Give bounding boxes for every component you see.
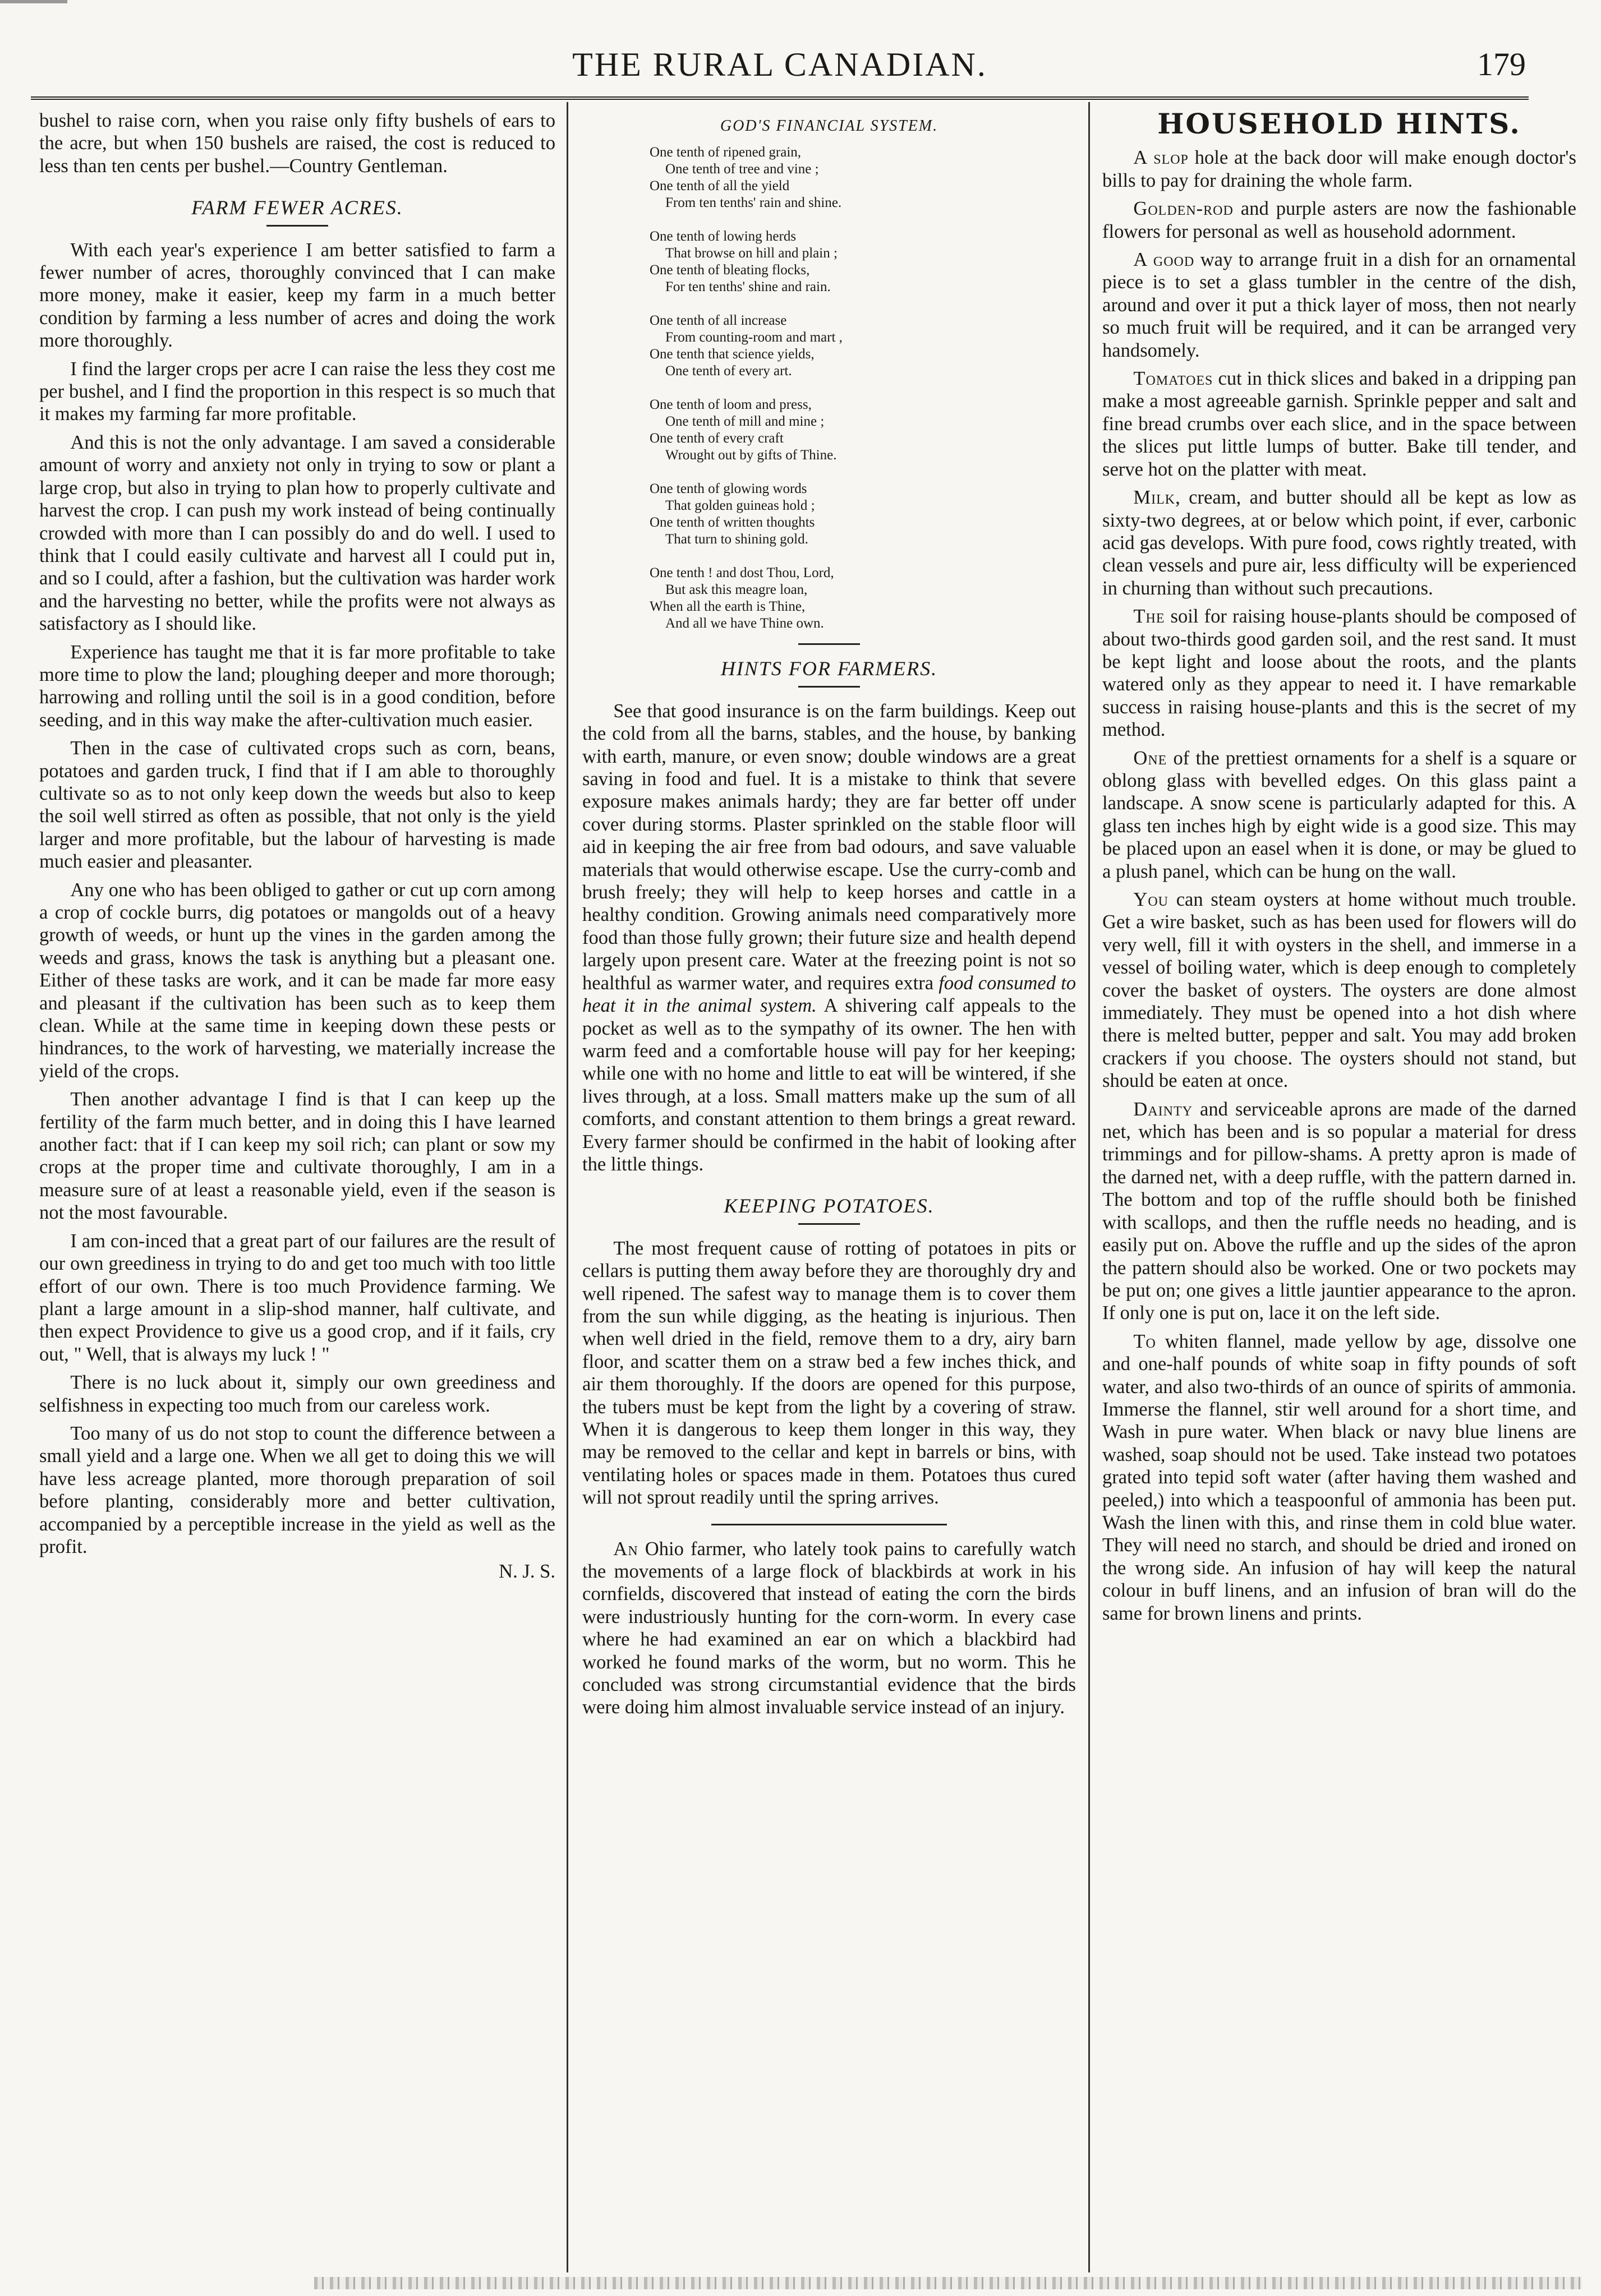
household-hint xyxy=(1102,146,1576,192)
household-hint xyxy=(1102,197,1576,243)
hint-lead: A slop xyxy=(1133,147,1189,169)
hint-lead: Golden-rod xyxy=(1133,198,1234,220)
page-number: 179 xyxy=(1477,46,1526,82)
household-hints-title: HOUSEHOLD HINTS. xyxy=(1157,107,1521,140)
poem-line: One tenth of all the yield xyxy=(650,178,790,194)
poem-stanza xyxy=(650,565,1076,632)
hint-text: and serviceable aprons are made of the darned net, which has been and is so popular a material for dress trimmings and for pillow-shams. A pretty apron is made of the darned net, with a deep ruffle, with the pattern darned in. The bottom and top of the ruffle should both be finished with scallops, and then the ruffle needs no heading, and is easily put on. Above the ruffle and up the sides of the apron the pattern should also be worked. One or two pockets may be put on; one gives a little jauntier appearance to the apron. If only one is put on, lace it on the left side. xyxy=(1102,1098,1576,1324)
article-paragraph: Too many of us do not stop to count the difference between a small yield and a large one. When we all get to doing this we will have less acreage planted, more thorough preparation of soil before planting, considerably more and better cultivation, accompanied by a perceptible increase in the yield as well as the profit. xyxy=(39,1422,555,1557)
scan-noise-band xyxy=(314,2277,1582,2289)
poem-stanza xyxy=(650,228,1076,296)
article-paragraph: With each year's experience I am better satisfied to farm a fewer number of acres, thoroughly convinced that I can make more money, make it easier, keep my farm in a much better condition by farming a less number of acres and doing the work more thoroughly. xyxy=(39,239,555,352)
poem-line: One tenth of glowing words xyxy=(650,481,807,497)
header-rule xyxy=(31,96,1529,100)
article-paragraph: I find the larger crops per acre I can raise the less they cost me per bushel, and I find the proportion in this respect is so much that it makes my farming far more profitable. xyxy=(39,358,555,425)
poem-stanza xyxy=(650,397,1076,464)
hint-text: can steam oysters at home without much trouble. Get a wire basket, such as has been used for flowers will do very well, fill it with oysters in the shell, and immerse in a vessel of boiling water, which is deep enough to completely cover the basket of oysters. The oysters are done almost immediately. They must be opened into a hot dish where there is melted butter, pepper and salt. You may add broken crackers if you choose. The oysters should not stand, but should be eaten at once. xyxy=(1102,889,1576,1092)
poem-line: One tenth of bleating flocks, xyxy=(650,262,810,278)
title-rule xyxy=(266,225,328,227)
household-hint xyxy=(1102,486,1576,600)
article-paragraph: And this is not the only advantage. I am saved a considerable amount of worry and anxiety not only in trying to sow or plant a large crop, but also in trying to plan how to properly cultivate and harvest the crop. I can push my work instead of being continually crowded with more than I can possibly do and do well. I used to think that I could easily cultivate and harvest all I could put in, and so I could, after a fashion, but the cultivation was harder work and the harvesting no better, while the profits were not always as satisfactory as I should like. xyxy=(39,431,555,635)
hint-lead: Tomatoes xyxy=(1133,368,1213,390)
poem-line: One tenth ! and dost Thou, Lord, xyxy=(650,565,834,581)
household-hints-list xyxy=(1102,146,1576,1625)
hint-lead: The xyxy=(1133,606,1165,628)
hint-lead: One xyxy=(1133,747,1167,769)
household-hint xyxy=(1102,367,1576,481)
poem-line: From ten tenths' rain and shine. xyxy=(665,195,842,211)
column-2 xyxy=(582,109,1076,1725)
poem-line: One tenth of loom and press, xyxy=(650,397,812,413)
hint-text: , cream, and butter should all be kept as low as sixty-two degrees, at or below which point, if ever, carbonic acid gas develops. With pure food, cows rightly treated, with clean vessels and pure air, less difficulty will be experienced in churning than without such precautions. xyxy=(1102,487,1576,599)
hint-text: of the prettiest ornaments for a shelf is a square or oblong glass with bevelled edges. On this glass paint a landscape. A snow scene is particularly adapted for this. A glass ten inches high by eight wide is a good size. This may be placed upon an easel when it is done, or may be glued to a plush panel, which can be hung on the wall. xyxy=(1102,747,1576,882)
household-hint xyxy=(1102,248,1576,362)
poem-line: When all the earth is Thine, xyxy=(650,599,806,615)
hint-text: way to arrange fruit in a dish for an ornamental piece is to set a glass tumbler in the centre of the dish, around and over it put a thick layer of moss, then not nearly so much fruit will be required, and it can be arranged very handsomely. xyxy=(1102,249,1576,361)
poem-line: That golden guineas hold ; xyxy=(665,498,815,514)
poem-line: One tenth of written thoughts xyxy=(650,515,815,531)
article-paragraph: Experience has taught me that it is far more profitable to take more time to plow the land; ploughing deeper and more thorough; harrowing and rolling until the soil is in a good condition, before seeding, and in this way make the after-cultivation much easier. xyxy=(39,641,555,731)
poem-line: That turn to shining gold. xyxy=(665,532,808,547)
title-rule xyxy=(798,1223,860,1225)
article-title-farm-fewer-acres: FARM FEWER ACRES. xyxy=(191,196,403,219)
article-paragraph: Then another advantage I find is that I can keep up the fertility of the farm much better, and in doing this I have learned another fact: that if I can keep my soil rich; can plant or sow my crops at the proper time and cultivate thoroughly, I am in a measure sure of at least a reasonable yield, even if the season is not the most favourable. xyxy=(39,1089,555,1224)
poem-line: From counting-room and mart , xyxy=(665,330,843,345)
hint-lead: Milk xyxy=(1133,487,1176,509)
poem-stanza xyxy=(650,312,1076,380)
poem-line: One tenth of ripened grain, xyxy=(650,145,802,160)
poem-rule xyxy=(798,643,860,645)
hint-lead: You xyxy=(1133,889,1168,910)
hints-paragraph: See that good insurance is on the farm buildings. Keep out the cold from all the barns, stables, and the house, by banking with earth, manure, or even snow; double windows are a great saving in food and fuel. It is a mistake to think that severe exposure makes animals hardy; they are far better off under cover during storms. Plaster sprinkled on the stable floor will aid in keeping the air free from bad odours, and save valuable materials that would otherwise escape. Use the curry-comb and brush freely; they will help to keep horses and cattle in a healthy condition. Growing animals need comparatively more food than those fully grown; their future size and health depend largely upon present care. Water at the freezing point is not so healthful as warmer water, and requires extra food consumed to heat it in the animal system. A shivering calf appeals to the pocket as well as to the sympathy of its owner. The hen with warm feed and a comfortable house will pay for her keeping; while one with no home and little to eat will be wintered, if she lives through, at a loss. Small matters make up the sum of all comforts, and constant attention to them brings a great reward. Every farmer should be confirmed in the habit of looking after the little things. xyxy=(582,700,1076,1175)
article-body xyxy=(39,239,555,1559)
article-paragraph: Then in the case of cultivated crops such as corn, beans, potatoes and garden truck, I find that if I am able to thoroughly cultivate so as to not only keep down the weeds but also to keep the soil well stirred as often as possible, that not only is the yield larger and more profitable, but the labour of harvesting is made much easier and pleasanter. xyxy=(39,737,555,873)
poem-line: And all we have Thine own. xyxy=(665,616,824,631)
article-title-keeping-potatoes: KEEPING POTATOES. xyxy=(724,1195,935,1218)
hint-lead: To xyxy=(1133,1330,1156,1352)
poem-stanza xyxy=(650,144,1076,211)
hint-text: cut in thick slices and baked in a dripping pan make a most agreeable garnish. Sprinkle pepper and salt and fine bread crumbs over each slice, and in the space between the slices put little lumps of butter. Bake till tender, and serve hot on the platter with meat. xyxy=(1102,368,1576,480)
poem-line: Wrought out by gifts of Thine. xyxy=(665,448,837,463)
household-hint xyxy=(1102,1330,1576,1625)
household-hint xyxy=(1102,747,1576,883)
poem-line: One tenth of lowing herds xyxy=(650,229,797,245)
hint-text: whiten flannel, made yellow by age, dissolve one and one-half pounds of white soap in fifty pounds of soft water, and also two-thirds of an ounce of spirits of ammonia. Immerse the flannel, stir well around for a short time, and Wash in pure water. When black or navy blue linens are washed, soap should not be used. Take instead two potatoes grated into tepid soft water (after having them washed and peeled,) into which a teaspoonful of ammonia has been put. Wash the linen with this, and rinse them in cold blue water. They will need no starch, and should be dried and ironed on the wrong side. An infusion of hay will keep the natural colour in buff linens, and an infusion of bran will do the same for brown linens and prints. xyxy=(1102,1330,1576,1624)
poem-line: One tenth of every craft xyxy=(650,431,784,446)
signature: N. J. S. xyxy=(499,1561,555,1583)
household-hint xyxy=(1102,605,1576,741)
poem-title: GOD'S FINANCIAL SYSTEM. xyxy=(720,117,938,135)
hint-text: soil for raising house-plants should be composed of about two-thirds good garden soil, and the rest sand. It must be kept light and loose about the roots, and the plants watered only as they appear to need it. I have remarkable success in raising house-plants and this is the secret of my method. xyxy=(1102,606,1576,741)
article-paragraph: I am con-inced that a great part of our failures are the result of our own greediness in trying to do and get too much with too little effort of our own. There is too much Providence farming. We plant a large amount in a slip-shod manner, half cultivate, and then expect Providence to give us a good crop, and if it fails, cry out, " Well, that is always my luck ! " xyxy=(39,1230,555,1365)
column-divider-2 xyxy=(1088,102,1090,2272)
page-header xyxy=(34,34,1526,95)
household-hint xyxy=(1102,1098,1576,1325)
poem-line: But ask this meagre loan, xyxy=(665,582,808,598)
household-hint xyxy=(1102,888,1576,1092)
poem-line: That browse on hill and plain ; xyxy=(665,246,838,261)
scan-mark xyxy=(0,0,67,3)
column-divider-1 xyxy=(567,102,568,2272)
hint-text: and purple asters are now the fashionable flowers for personal as well as household adornment. xyxy=(1102,198,1576,242)
article-paragraph: There is no luck about it, simply our own greediness and selfishness in expecting too much from our careless work. xyxy=(39,1372,555,1416)
hint-lead: Dainty xyxy=(1133,1098,1193,1120)
title-rule xyxy=(798,686,860,688)
ohio-paragraph: An Ohio farmer, who lately took pains to carefully watch the movements of a large flock of blackbirds at work in his cornfields, discovered that instead of eating the corn the birds were industriously hunting for the corn-worm. In every case where he had examined an ear on which a blackbird had worked he found marks of the worm, but no worm. This he concluded was strong circumstantial evidence that the birds were doing him almost invaluable service instead of an injury. xyxy=(582,1538,1076,1718)
section-rule xyxy=(711,1524,947,1525)
hint-lead: A good xyxy=(1133,249,1195,271)
poem-stanza xyxy=(650,481,1076,548)
potatoes-paragraph: The most frequent cause of rotting of potatoes in pits or cellars is putting them away before they are thoroughly dry and well ripened. The safest way to manage them is to cover them from the sun while digging, as the heating is injurious. Then when well dried in the field, remove them to a dry, airy barn floor, and scatter them on a straw bed a few inches thick, and air them thoroughly. If the doors are opened for this purpose, the tubers must be kept from the light by a covering of straw. When it is dangerous to keep them longer in this way, they may be removed to the cellar and kept in barrels or bins, with ventilating holes or spaces made in them. Potatoes thus cured will not sprout readily until the spring arrives. xyxy=(582,1237,1076,1509)
poem-line: One tenth of mill and mine ; xyxy=(665,414,825,430)
poem-line: One tenth that science yields, xyxy=(650,347,815,362)
hints-italic: food consumed to heat it in the animal system. xyxy=(582,972,1076,1017)
poem-line: For ten tenths' shine and rain. xyxy=(665,279,831,295)
article-title-hints-for-farmers: HINTS FOR FARMERS. xyxy=(720,657,938,680)
intro-paragraph: bushel to raise corn, when you raise only fifty bushels of ears to the acre, but when 150 bushels are raised, the cost is reduced to less than ten cents per bushel.—Country Gentleman. xyxy=(39,110,555,177)
page-title: THE RURAL CANADIAN. xyxy=(572,46,987,83)
hint-text: hole at the back door will make enough doctor's bills to pay for draining the whole farm. xyxy=(1102,147,1576,191)
article-paragraph: Any one who has been obliged to gather or cut up corn among a crop of cockle burrs, dig potatoes or mangolds out of a heavy growth of weeds, or hunt up the vines in the garden among the weeds and grass, knows the task is anything but a pleasant one. Either of these tasks are work, and it can be made far more easy and pleasant if the cultivation has been such as to keep them clean. While at the same time in keeping down these pests or hindrances, to the work of harvesting, we materially increase the yield of the crops. xyxy=(39,879,555,1082)
poem-line: One tenth of all increase xyxy=(650,313,787,329)
column-1 xyxy=(39,109,555,1589)
poem-line: One tenth of every art. xyxy=(665,363,792,379)
poem-line: One tenth of tree and vine ; xyxy=(665,162,819,177)
poem xyxy=(582,144,1076,632)
column-3 xyxy=(1102,109,1576,1630)
